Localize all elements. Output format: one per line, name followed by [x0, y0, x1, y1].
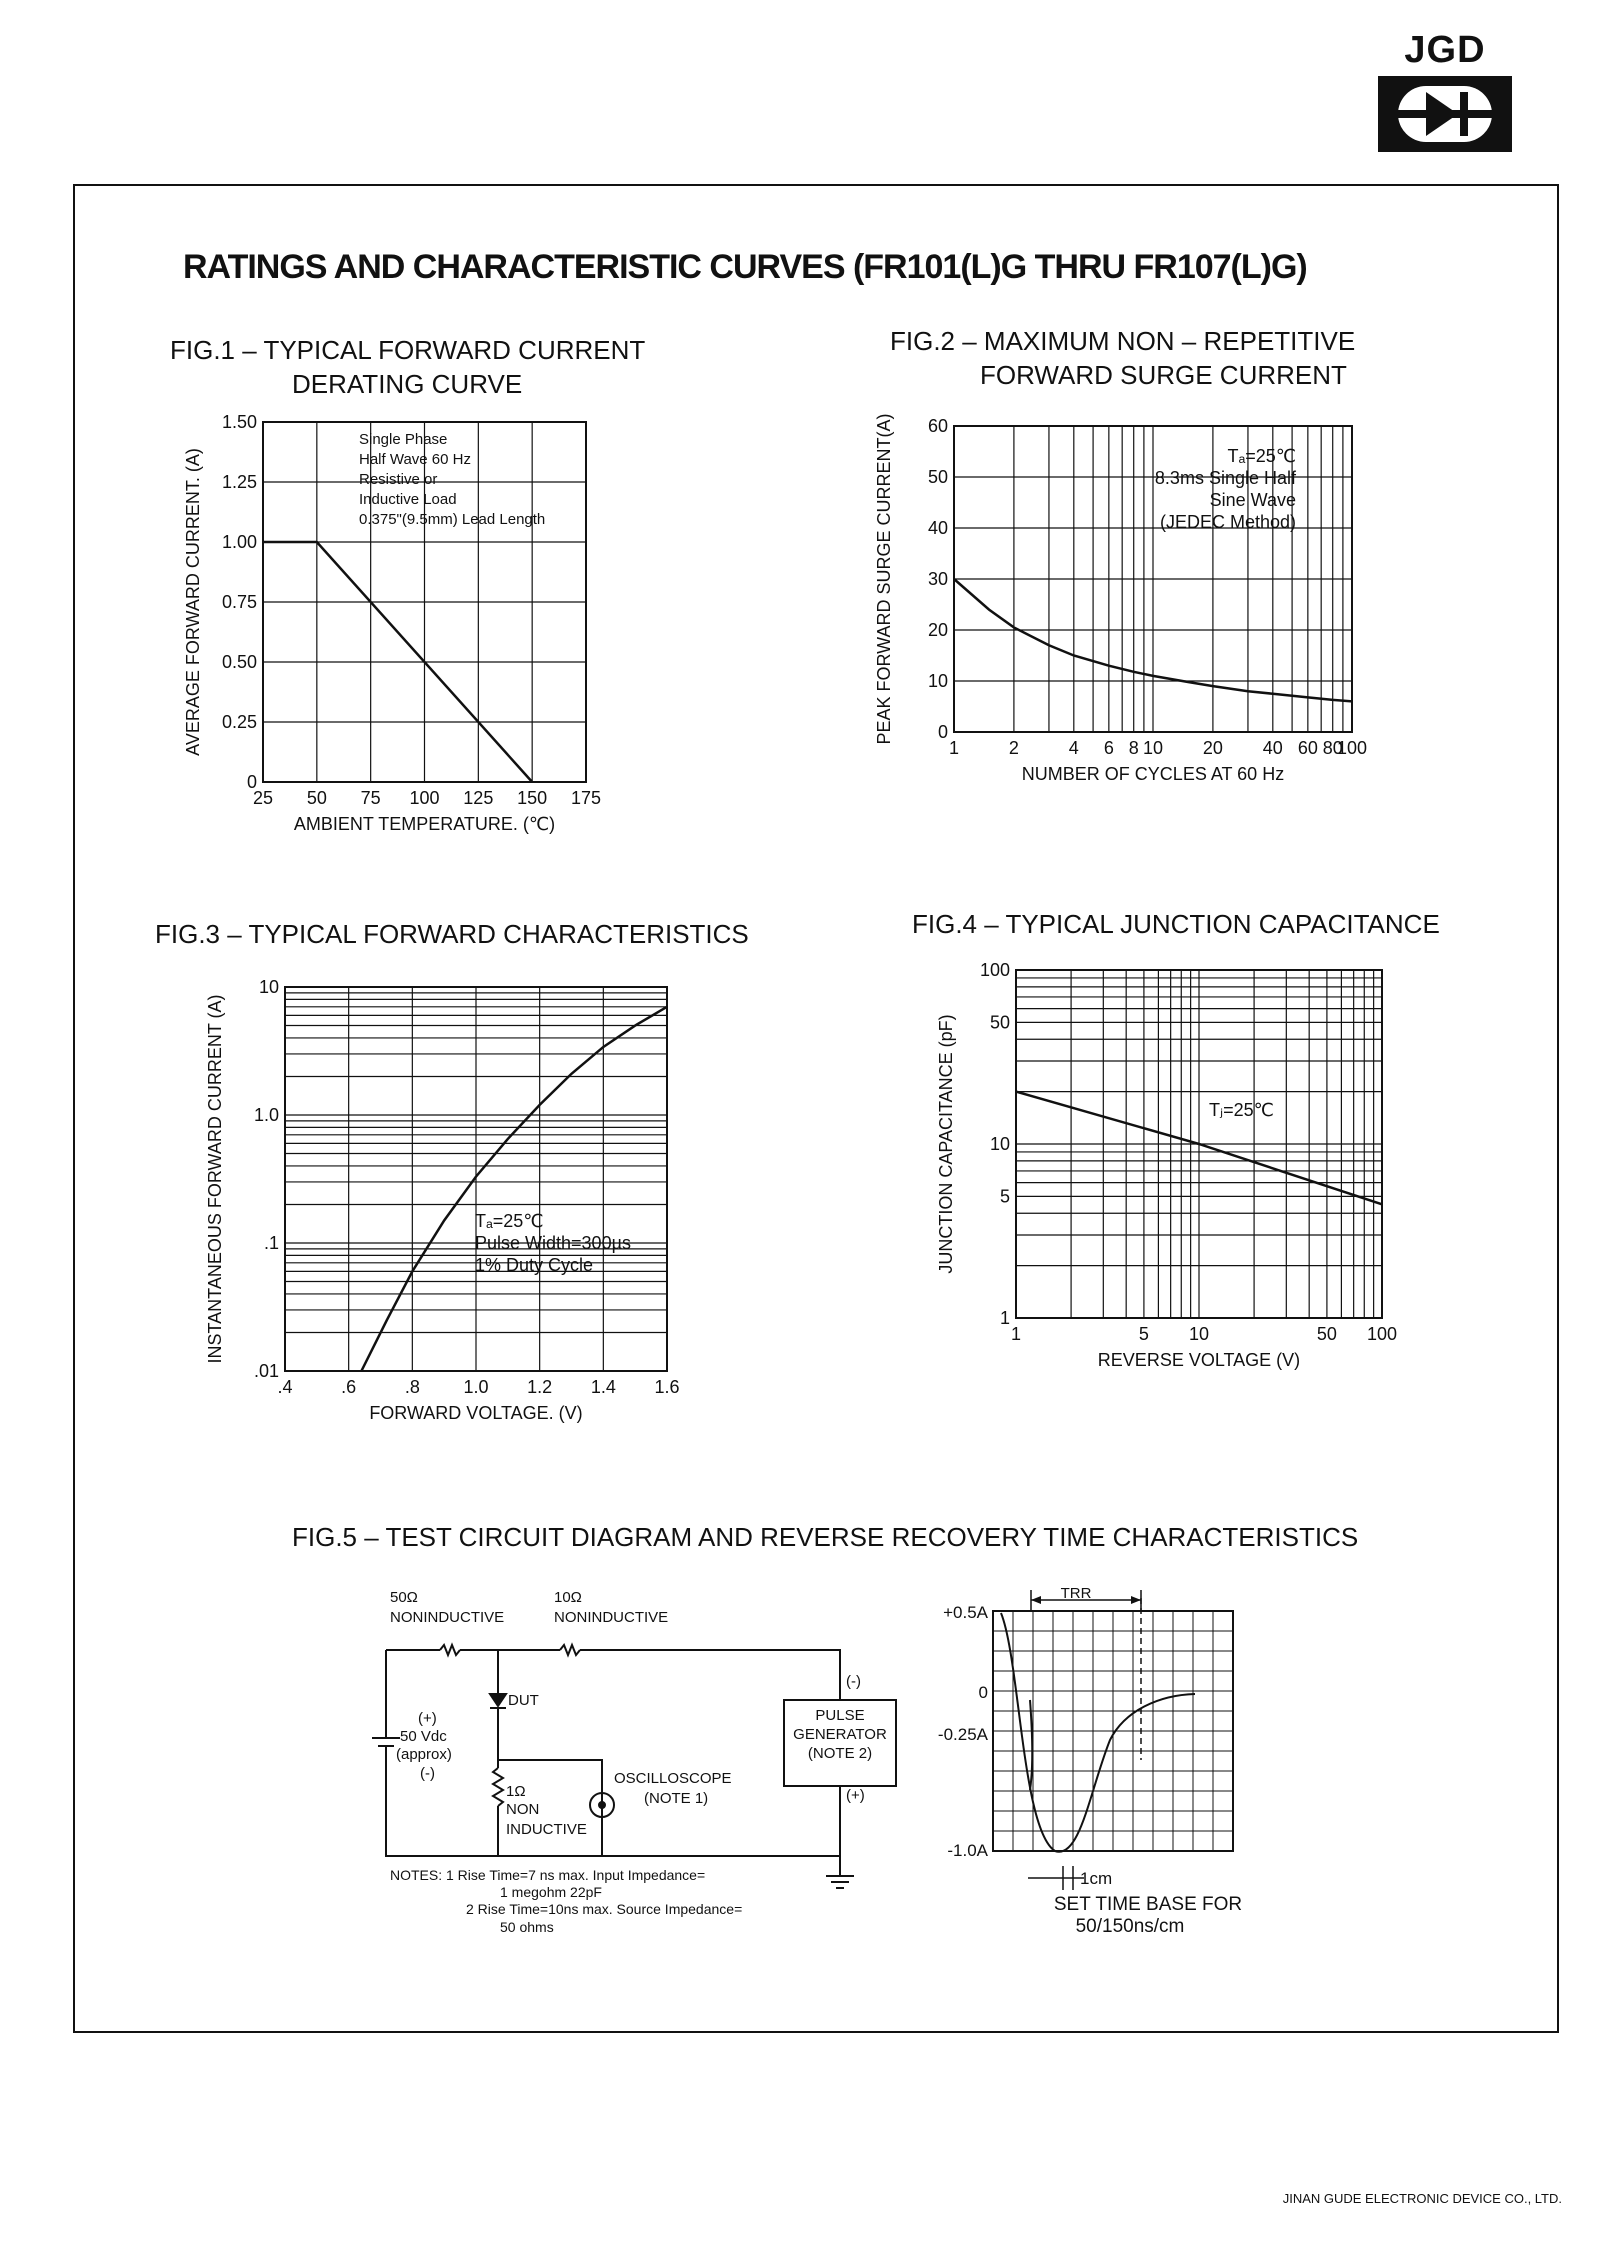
scope-note: (NOTE 1) [644, 1790, 709, 1807]
source-minus: (-) [420, 1765, 435, 1782]
fig4-title: FIG.4 – TYPICAL JUNCTION CAPACITANCE [912, 909, 1440, 939]
pulse-line3: (NOTE 2) [807, 1745, 873, 1762]
fig3-annotation-2: 1% Duty Cycle [475, 1255, 594, 1275]
note1-line1: NOTES: 1 Rise Time=7 ns max. Input Impedance= [390, 1867, 706, 1883]
fig1-ytick-6: 1.50 [221, 412, 257, 432]
fig3-title: FIG.3 – TYPICAL FORWARD CHARACTERISTICS [155, 919, 749, 949]
pulse-minus: (-) [846, 1673, 861, 1690]
fig2-xtick-8: 60 [1297, 738, 1318, 758]
fig3-xtick-5: 1.4 [590, 1377, 616, 1397]
fig1-annotation-0: Single Phase [359, 431, 448, 448]
fig1-annotation-2: Resistive or [359, 471, 438, 488]
wave-caption-2: 50/150ns/cm [1075, 1916, 1185, 1937]
fig2-xtick-2: 4 [1068, 738, 1079, 758]
fig3-xlabel: FORWARD VOLTAGE. (V) [369, 1403, 583, 1423]
fig4-xtick-4: 100 [1366, 1324, 1398, 1344]
fig2-ytick-6: 60 [927, 416, 948, 436]
fig3-annotation-1: Pulse Width=300µs [475, 1233, 631, 1253]
fig2-xtick-7: 40 [1262, 738, 1283, 758]
fig4-xtick-3: 50 [1316, 1324, 1337, 1344]
source-plus: (+) [418, 1710, 437, 1727]
dut-label: DUT [508, 1692, 539, 1709]
source-value: 50 Vdc [400, 1728, 447, 1745]
fig1-xtick-4: 125 [463, 788, 494, 808]
waveform [938, 1585, 1242, 1937]
fig1-title-line1: FIG.1 – TYPICAL FORWARD CURRENT [170, 335, 646, 365]
fig2-xtick-0: 1 [948, 738, 960, 758]
fig1-annotation-3: Inductive Load [359, 491, 457, 508]
fig2-xtick-4: 8 [1128, 738, 1139, 758]
fig4-annotation-0: Tⱼ=25℃ [1209, 1100, 1274, 1120]
trr-label: TRR [1060, 1585, 1092, 1602]
fig1-xtick-5: 150 [517, 788, 548, 808]
fig2-ytick-0: 0 [937, 722, 948, 742]
fig2-ytick-5: 50 [927, 467, 948, 487]
fig4-xlabel: REVERSE VOLTAGE (V) [1097, 1350, 1301, 1370]
fig2-annotation-1: 8.3ms Single Half [1154, 468, 1296, 488]
fig4-xtick-0: 1 [1010, 1324, 1022, 1344]
fig2-title-line2: FORWARD SURGE CURRENT [980, 360, 1347, 390]
fig3-xtick-4: 1.2 [527, 1377, 553, 1397]
logo-text: JGD [1404, 29, 1486, 71]
fig1-ytick-1: 0.25 [221, 712, 257, 732]
scope-label: OSCILLOSCOPE [614, 1770, 732, 1787]
wave-y-label-1: 0 [978, 1683, 988, 1702]
fig4-ytick-3: 50 [989, 1012, 1010, 1033]
cm-label: 1cm [1080, 1869, 1113, 1888]
wave-y-label-3: -1.0A [947, 1841, 988, 1860]
fig3-xtick-0: .4 [277, 1377, 293, 1397]
r10-label: 10Ω [554, 1589, 582, 1606]
fig3-xtick-6: 1.6 [654, 1377, 680, 1397]
fig1-xtick-6: 175 [570, 788, 602, 808]
fig2-annotation-0: Tₐ=25℃ [1227, 446, 1296, 466]
fig3-xtick-1: .6 [341, 1377, 357, 1397]
fig3-ytick-3: 10 [258, 977, 279, 997]
page-title: RATINGS AND CHARACTERISTIC CURVES (FR101(L)G THRU FR107(L)G) [183, 248, 1307, 286]
fig1-ytick-5: 1.25 [221, 472, 257, 492]
fig2-annotation-2: Sine Wave [1209, 490, 1296, 510]
r1-note1: NON [506, 1801, 540, 1818]
fig3-ytick-1: .1 [263, 1233, 279, 1253]
fig3-ylabel: INSTANTANEOUS FORWARD CURRENT (A) [205, 994, 225, 1364]
fig1-ytick-3: 0.75 [221, 592, 257, 612]
fig2-xtick-10: 100 [1336, 738, 1368, 758]
fig2-ytick-2: 20 [927, 620, 948, 640]
fig2-annotation-3: (JEDEC Method) [1159, 512, 1296, 532]
r50-label: 50Ω [390, 1589, 418, 1606]
fig5-title: FIG.5 – TEST CIRCUIT DIAGRAM AND REVERSE RECOVERY TIME CHARACTERISTICS [292, 1522, 1359, 1552]
fig1-xtick-1: 50 [306, 788, 327, 808]
r10-note: NONINDUCTIVE [554, 1609, 669, 1626]
note1-line2: 1 megohm 22pF [500, 1884, 602, 1900]
fig2-ytick-1: 10 [927, 671, 948, 691]
fig3-xtick-2: .8 [404, 1377, 420, 1397]
fig2-xtick-1: 2 [1008, 738, 1019, 758]
fig1-annotation-1: Half Wave 60 Hz [359, 451, 471, 468]
r1-label: 1Ω [506, 1783, 526, 1800]
fig2-title-line1: FIG.2 – MAXIMUM NON – REPETITIVE [890, 326, 1356, 356]
wave-y-label-2: -0.25A [937, 1725, 988, 1744]
pulse-line1: PULSE [815, 1707, 865, 1724]
pulse-plus: (+) [846, 1787, 865, 1804]
fig4-xtick-2: 10 [1188, 1324, 1210, 1344]
note2-line2: 50 ohms [500, 1919, 554, 1935]
fig2-xlabel: NUMBER OF CYCLES AT 60 Hz [1021, 764, 1285, 784]
fig3-xtick-3: 1.0 [463, 1377, 489, 1397]
fig2-xtick-9: 80 [1322, 738, 1343, 758]
fig1-annotation-4: 0.375"(9.5mm) Lead Length [359, 511, 546, 528]
wave-caption-1: SET TIME BASE FOR [1053, 1894, 1243, 1915]
wave-y-label-0: +0.5A [943, 1603, 988, 1622]
fig4-ytick-4: 100 [979, 960, 1010, 980]
fig1-ytick-4: 1.00 [221, 532, 257, 552]
fig4-ytick-1: 5 [999, 1186, 1010, 1207]
fig2-ytick-4: 40 [927, 518, 948, 538]
fig2-xtick-5: 10 [1142, 738, 1164, 758]
fig3-ytick-2: 1.0 [253, 1105, 279, 1125]
test-circuit [372, 1645, 896, 1888]
source-approx: (approx) [396, 1746, 452, 1763]
fig4-ytick-2: 10 [989, 1134, 1010, 1154]
r1-note2: INDUCTIVE [506, 1821, 587, 1838]
fig1-ylabel: AVERAGE FORWARD CURRENT. (A) [183, 448, 203, 756]
fig1-xtick-0: 25 [252, 788, 274, 808]
company-footer: JINAN GUDE ELECTRONIC DEVICE CO., LTD. [1282, 2191, 1562, 2206]
note2-line1: 2 Rise Time=10ns max. Source Impedance= [466, 1901, 743, 1917]
fig3-ytick-0: .01 [253, 1361, 279, 1381]
fig2-ylabel: PEAK FORWARD SURGE CURRENT(A) [874, 413, 894, 745]
fig5-notes [390, 1867, 742, 1935]
circuit-labels [390, 1589, 887, 1838]
fig4-ytick-0: 1 [999, 1308, 1010, 1328]
r50-note: NONINDUCTIVE [390, 1609, 505, 1626]
fig1-xlabel: AMBIENT TEMPERATURE. (℃) [293, 814, 556, 834]
fig1-ytick-2: 0.50 [221, 652, 257, 672]
fig2-xtick-3: 6 [1103, 738, 1114, 758]
fig4-xtick-1: 5 [1138, 1324, 1149, 1344]
fig1-title-line2: DERATING CURVE [292, 369, 523, 399]
fig2-ytick-3: 30 [927, 569, 948, 589]
fig1-xtick-3: 100 [409, 788, 440, 808]
fig1-ytick-0: 0 [246, 772, 257, 792]
fig4-ylabel: JUNCTION CAPACITANCE (pF) [936, 1014, 956, 1274]
fig1-xtick-2: 75 [360, 788, 381, 808]
fig3-annotation-0: Tₐ=25℃ [475, 1211, 544, 1231]
fig2-xtick-6: 20 [1202, 738, 1223, 758]
pulse-line2: GENERATOR [793, 1726, 887, 1743]
